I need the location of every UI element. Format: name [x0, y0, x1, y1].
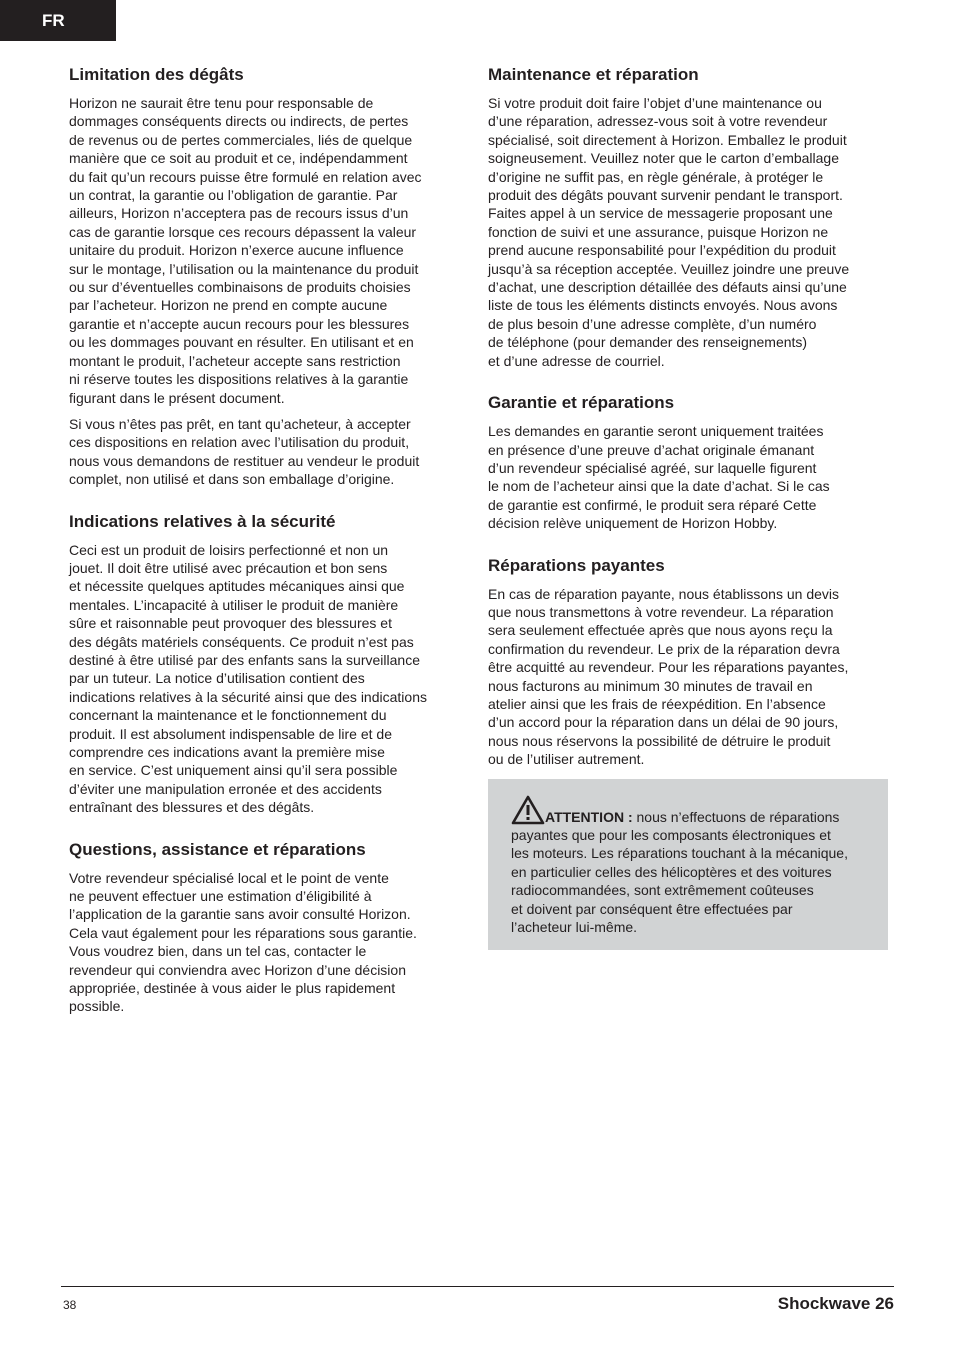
- section-paragraph: Votre revendeur spécialisé local et le point de vente ne peuvent effectuer une estimation d’éligibilité à l’application de la garantie sans avoir consulté Horizon. Cela vaut également pour les réparations sous garantie. Vous voudrez bien, dans un tel cas, contacter le revendeur qui conviendra avec Horizon d’une décision appropriée, destinée à vous aider le plus rapidement possible.: [69, 869, 417, 1015]
- footer-divider: [61, 1286, 894, 1287]
- warning-triangle-icon: [511, 795, 545, 825]
- section-maintenance: [488, 64, 888, 370]
- section-paragraph: Si votre produit doit faire l’objet d’une maintenance ou d’une réparation, adressez-vous soit à votre revendeur spécialisé, soit directement à Horizon. Emballez le produit soigneusement. Veuillez noter que le carton d’emballage d’origine ne suffit pas, en règle générale, à protéger le produit des dégâts pouvant survenir pendant le transport. Faites appel à un service de messagerie proposant une fonction de suivi et une assurance, puisque Horizon ne prend aucune responsabilité pour l’expédition du produit jusqu’à sa réception acceptée. Veuillez joindre une preuve d’achat, une description détaillée des défauts ainsi qu’une liste de tous les éléments distincts envoyés. Nous avons de plus besoin d’une adresse complète, d’un numéro de téléphone (pour demander des renseignements) et d’une adresse de courriel.: [488, 95, 850, 369]
- section-safety: [69, 511, 465, 817]
- section-questions: [69, 839, 465, 1016]
- section-title: Indications relatives à la sécurité: [69, 511, 336, 531]
- section-title: Réparations payantes: [488, 555, 665, 575]
- section-title: Questions, assistance et réparations: [69, 839, 366, 859]
- warning-label: ATTENTION :: [545, 808, 633, 825]
- section-title: Garantie et réparations: [488, 393, 675, 413]
- left-column: [69, 64, 465, 1038]
- section-paragraph: Ceci est un produit de loisirs perfectionné et non un jouet. Il doit être utilisé avec précaution et bon sens et nécessite quelques aptitudes mécaniques ainsi que mentales. L’incapacité à utiliser le produit de manière sûre et raisonnable peut provoquer des blessures et des dégâts matériels conséquents. Ce produit n’est pas destiné à être utilisé par des enfants sans la surveillance par un tuteur. La notice d’utilisation contient des indications relatives à la sécurité ainsi que des indications concernant la maintenance et le fonctionnement du produit. Il est absolument indispensable de lire et de comprendre ces indications avant la première mise en service. C’est uniquement ainsi qu’il sera possible d’éviter une manipulation erronée et des accidents entraînant des blessures et des dégâts.: [69, 541, 427, 816]
- page-number: 38: [63, 1298, 77, 1312]
- section-warranty: [488, 392, 888, 532]
- section-paid-repairs: [488, 555, 888, 769]
- warning-text: nous n’effectuons de réparations payantes que pour les composants électroniques et les moteurs. Les réparations touchant à la mécanique, en particulier celles des hélicoptères et des voitures radiocommandées, sont extrêmement coûteuses et doivent par conséquent être effectuées par l’acheteur lui-même.: [511, 808, 848, 936]
- section-paragraph: Les demandes en garantie seront uniquement traitées en présence d’une preuve d’achat originale émanant d’un revendeur spécialisé agréé, sur laquelle figurent le nom de l’acheteur ainsi que la date d’achat. Si le cas de garantie est confirmé, le produit sera réparé Cette décision relève uniquement de Horizon Hobby.: [488, 423, 830, 532]
- warning-box: [488, 779, 888, 951]
- language-tab: FR: [0, 0, 116, 41]
- section-title: Limitation des dégâts: [69, 65, 244, 84]
- section-limitation: [69, 64, 465, 489]
- section-paragraph: Si vous n’êtes pas prêt, en tant qu’acheteur, à accepter ces dispositions en relation avec l’utilisation du produit, nous vous demandons de restituer au vendeur le produit complet, non utilisé et dans son emballage d’origine.: [69, 415, 420, 488]
- right-column: [488, 64, 888, 950]
- section-paragraph: Horizon ne saurait être tenu pour responsable de dommages conséquents directs ou indirects, de pertes de revenus ou de pertes commerciales, liés de quelque manière que ce soit au produit et ce, indépendamment du fait qu’un recours puisse être formulé en relation avec un contrat, la garantie ou l’obligation de garantie. Par ailleurs, Horizon n’acceptera pas de recours issus d’un cas de garantie lorsque ces recours dépassent la valeur unitaire du produit. Horizon n’exerce aucune influence sur le montage, l’utilisation ou la maintenance du produit ou sur d’éventuelles combinaisons de produits choisies par l’acheteur. Horizon ne prend en compte aucune garantie et n’accepte aucun recours pour les blessures ou les dommages pouvant en résulter. En utilisant et en montant le produit, l’acheteur accepte sans restriction ni réserve toutes les dispositions relatives à la garantie figurant dans le présent document.: [69, 95, 422, 406]
- section-title: Maintenance et réparation: [488, 65, 699, 84]
- section-paragraph: En cas de réparation payante, nous établissons un devis que nous transmettons à votre revendeur. La réparation sera seulement effectuée après que nous ayons reçu la confirmation du revendeur. Le prix de la réparation devra être acquitté au revendeur. Pour les réparations payantes, nous facturons au minimum 30 minutes de travail en atelier ainsi que les frais de réexpédition. En l’absence d’un accord pour la réparation dans un délai de 90 jours, nous nous réservons la possibilité de détruire le produit ou de l’utiliser autrement.: [488, 585, 849, 768]
- product-name: Shockwave 26: [777, 1294, 894, 1313]
